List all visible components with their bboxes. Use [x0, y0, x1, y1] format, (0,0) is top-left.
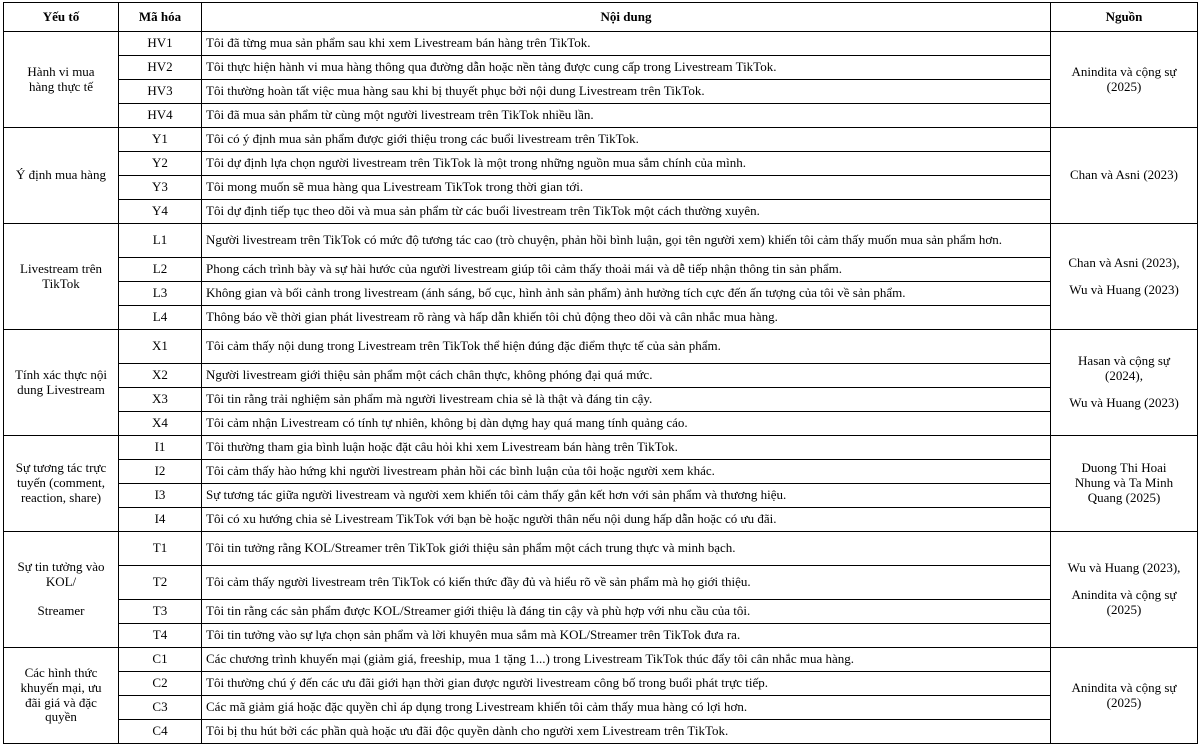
item-code: C1: [119, 648, 202, 672]
item-content: Sự tương tác giữa người livestream và người xem khiến tôi cảm thấy gắn kết hơn với sản phẩm và thương hiệu.: [202, 484, 1051, 508]
item-code: I2: [119, 460, 202, 484]
factor-cell: [4, 32, 119, 128]
item-code: HV4: [119, 104, 202, 128]
item-content: Tôi đã từng mua sản phẩm sau khi xem Livestream bán hàng trên TikTok.: [202, 32, 1051, 56]
item-code: Y3: [119, 176, 202, 200]
header-content: Nội dung: [202, 3, 1051, 32]
factor-cell: [4, 330, 119, 436]
item-content: Tôi đã mua sản phẩm từ cùng một người livestream trên TikTok nhiều lần.: [202, 104, 1051, 128]
item-content: Tôi mong muốn sẽ mua hàng qua Livestream TikTok trong thời gian tới.: [202, 176, 1051, 200]
table-row: [4, 282, 1198, 306]
table-body: [4, 32, 1198, 744]
item-content: Tôi thực hiện hành vi mua hàng thông qua đường dẫn hoặc nền tảng được cung cấp trong Livestream TikTok.: [202, 56, 1051, 80]
source-line: Anindita và cộng sự: [1071, 63, 1177, 79]
table-row: [4, 720, 1198, 744]
item-code: Y2: [119, 152, 202, 176]
factor-line: TikTok: [42, 275, 80, 291]
item-content: Tôi cảm thấy người livestream trên TikTok có kiến thức đầy đủ và hiểu rõ về sản phẩm mà họ giới thiệu.: [202, 566, 1051, 600]
item-code: C3: [119, 696, 202, 720]
source-cell: [1051, 532, 1198, 648]
table-row: [4, 600, 1198, 624]
item-content: Người livestream giới thiệu sản phẩm một cách chân thực, không phóng đại quá mức.: [202, 364, 1051, 388]
item-content: Tôi dự định tiếp tục theo dõi và mua sản phẩm từ các buổi livestream trên TikTok một cách thường xuyên.: [202, 200, 1051, 224]
item-content: Tôi có xu hướng chia sẻ Livestream TikTok với bạn bè hoặc người thân nếu nội dung hấp dẫn hoặc có ưu đãi.: [202, 508, 1051, 532]
factor-line: Sự tương tác trực: [15, 460, 107, 476]
item-content: Không gian và bối cảnh trong livestream (ánh sáng, bố cục, hình ảnh sản phẩm) ảnh hưởng tích cực đến ấn tượng của tôi về sản phẩm.: [202, 282, 1051, 306]
factor-line: đãi giá và đặc: [25, 694, 97, 710]
table-row: [4, 104, 1198, 128]
factor-cell: [4, 648, 119, 744]
item-code: L3: [119, 282, 202, 306]
source-cell: [1051, 224, 1198, 330]
item-content: Tôi tin tưởng rằng KOL/Streamer trên TikTok giới thiệu sản phẩm một cách trung thực và minh bạch.: [202, 532, 1051, 566]
table-row: [4, 460, 1198, 484]
factor-line: KOL/: [45, 574, 77, 590]
source-line: Hasan và cộng sự: [1078, 353, 1170, 369]
item-code: T3: [119, 600, 202, 624]
factor-line: Tính xác thực nội: [15, 366, 107, 382]
table-row: [4, 80, 1198, 104]
item-code: T1: [119, 532, 202, 566]
item-code: C2: [119, 672, 202, 696]
item-content: Thông báo về thời gian phát livestream rõ ràng và hấp dẫn khiến tôi chủ động theo dõi và cân nhắc mua hàng.: [202, 306, 1051, 330]
item-content: Tôi cảm thấy nội dung trong Livestream trên TikTok thể hiện đúng đặc điểm thực tế của sản phẩm.: [202, 330, 1051, 364]
item-code: HV3: [119, 80, 202, 104]
item-code: X4: [119, 412, 202, 436]
table-row: [4, 624, 1198, 648]
table-row: [4, 258, 1198, 282]
table-row: [4, 224, 1198, 258]
source-line: (2025): [1106, 601, 1142, 617]
source-line: Anindita và cộng sự: [1071, 587, 1177, 603]
factor-line: tuyến (comment,: [16, 475, 106, 491]
source-line: Wu và Huang (2023): [1069, 281, 1179, 297]
item-content: Tôi dự định lựa chọn người livestream trên TikTok là một trong những nguồn mua sắm chính của mình.: [202, 152, 1051, 176]
factor-cell: [4, 128, 119, 224]
factor-line: dung Livestream: [17, 381, 105, 397]
factor-line: Streamer: [37, 602, 85, 618]
table-row: [4, 508, 1198, 532]
table-row: [4, 648, 1198, 672]
source-line: Duong Thi Hoai: [1081, 460, 1167, 476]
factor-cell: [4, 532, 119, 648]
item-content: Tôi thường tham gia bình luận hoặc đặt câu hỏi khi xem Livestream bán hàng trên TikTok.: [202, 436, 1051, 460]
factor-line: reaction, share): [20, 489, 102, 505]
source-cell: [1051, 330, 1198, 436]
measurement-scale-table: [3, 2, 1198, 744]
source-line: Nhung và Ta Minh: [1074, 475, 1174, 491]
source-cell: [1051, 436, 1198, 532]
source-cell: [1051, 32, 1198, 128]
item-code: L4: [119, 306, 202, 330]
item-content: Tôi thường hoàn tất việc mua hàng sau khi bị thuyết phục bởi nội dung Livestream trên TikTok.: [202, 80, 1051, 104]
item-code: I4: [119, 508, 202, 532]
table-row: [4, 306, 1198, 330]
header-source: Nguồn: [1051, 3, 1198, 32]
table-row: [4, 566, 1198, 600]
item-content: Tôi tin rằng trải nghiệm sản phẩm mà người livestream chia sẻ là thật và đáng tin cậy.: [202, 388, 1051, 412]
table-row: [4, 176, 1198, 200]
source-line: Chan và Asni (2023): [1070, 167, 1178, 183]
item-code: L2: [119, 258, 202, 282]
item-code: X1: [119, 330, 202, 364]
source-line: Wu và Huang (2023): [1069, 394, 1179, 410]
factor-line: Livestream trên: [20, 260, 102, 276]
source-line: Quang (2025): [1087, 489, 1161, 505]
factor-line: quyền: [45, 709, 77, 725]
item-content: Tôi tin tưởng vào sự lựa chọn sản phẩm và lời khuyên mua sắm mà KOL/Streamer trên TikTok đưa ra.: [202, 624, 1051, 648]
item-content: Tôi có ý định mua sản phẩm được giới thiệu trong các buổi livestream trên TikTok.: [202, 128, 1051, 152]
item-code: I3: [119, 484, 202, 508]
factor-cell: [4, 436, 119, 532]
item-content: Phong cách trình bày và sự hài hước của người livestream giúp tôi cảm thấy thoải mái và dễ tiếp nhận thông tin sản phẩm.: [202, 258, 1051, 282]
table-row: [4, 696, 1198, 720]
item-code: Y4: [119, 200, 202, 224]
table-row: [4, 32, 1198, 56]
item-code: X3: [119, 388, 202, 412]
source-cell: [1051, 128, 1198, 224]
factor-line: hàng thực tế: [28, 78, 94, 94]
item-content: Các mã giảm giá hoặc đặc quyền chỉ áp dụng trong Livestream khiến tôi cảm thấy mua hàng có lợi hơn.: [202, 696, 1051, 720]
factor-line: Hành vi mua: [27, 63, 95, 79]
source-line: Chan và Asni (2023),: [1068, 254, 1180, 270]
source-cell: [1051, 648, 1198, 744]
item-code: T4: [119, 624, 202, 648]
header-code: Mã hóa: [119, 3, 202, 32]
table-row: [4, 412, 1198, 436]
factor-line: Các hình thức: [24, 664, 98, 680]
item-content: Người livestream trên TikTok có mức độ tương tác cao (trò chuyện, phản hồi bình luận, gọi tên người xem) khiến tôi cảm thấy muốn mua sản phẩm hơn.: [202, 224, 1051, 258]
table-row: [4, 484, 1198, 508]
table-row: [4, 128, 1198, 152]
source-line: (2025): [1106, 78, 1142, 94]
item-content: Tôi cảm nhận Livestream có tính tự nhiên, không bị dàn dựng hay quá mang tính quảng cáo.: [202, 412, 1051, 436]
item-content: Tôi cảm thấy hào hứng khi người livestream phản hồi các bình luận của tôi hoặc người xem khác.: [202, 460, 1051, 484]
header-row: [4, 3, 1198, 32]
table-row: [4, 330, 1198, 364]
factor-line: Ý định mua hàng: [16, 167, 106, 183]
item-content: Tôi thường chú ý đến các ưu đãi giới hạn thời gian được người livestream công bố trong buổi phát trực tiếp.: [202, 672, 1051, 696]
item-code: I1: [119, 436, 202, 460]
source-line: (2024),: [1105, 368, 1143, 384]
item-code: HV2: [119, 56, 202, 80]
table-row: [4, 436, 1198, 460]
header-factor: Yếu tố: [4, 3, 119, 32]
item-code: X2: [119, 364, 202, 388]
table-row: [4, 532, 1198, 566]
table-row: [4, 56, 1198, 80]
factor-cell: [4, 224, 119, 330]
item-code: L1: [119, 224, 202, 258]
item-code: HV1: [119, 32, 202, 56]
source-line: Wu và Huang (2023),: [1067, 560, 1181, 576]
table-row: [4, 200, 1198, 224]
table-row: [4, 388, 1198, 412]
item-code: C4: [119, 720, 202, 744]
item-code: Y1: [119, 128, 202, 152]
item-content: Tôi bị thu hút bởi các phần quà hoặc ưu đãi độc quyền dành cho người xem Livestream trên TikTok.: [202, 720, 1051, 744]
source-line: (2025): [1106, 694, 1142, 710]
factor-line: Sự tin tưởng vào: [17, 559, 105, 575]
source-line: Anindita và cộng sự: [1071, 679, 1177, 695]
table-row: [4, 152, 1198, 176]
item-content: Tôi tin rằng các sản phẩm được KOL/Streamer giới thiệu là đáng tin cậy và phù hợp với nhu cầu của tôi.: [202, 600, 1051, 624]
factor-line: khuyến mại, ưu: [20, 679, 102, 695]
item-content: Các chương trình khuyến mại (giảm giá, freeship, mua 1 tặng 1...) trong Livestream TikTok thúc đẩy tôi cân nhắc mua hàng.: [202, 648, 1051, 672]
item-code: T2: [119, 566, 202, 600]
table-row: [4, 672, 1198, 696]
table-row: [4, 364, 1198, 388]
